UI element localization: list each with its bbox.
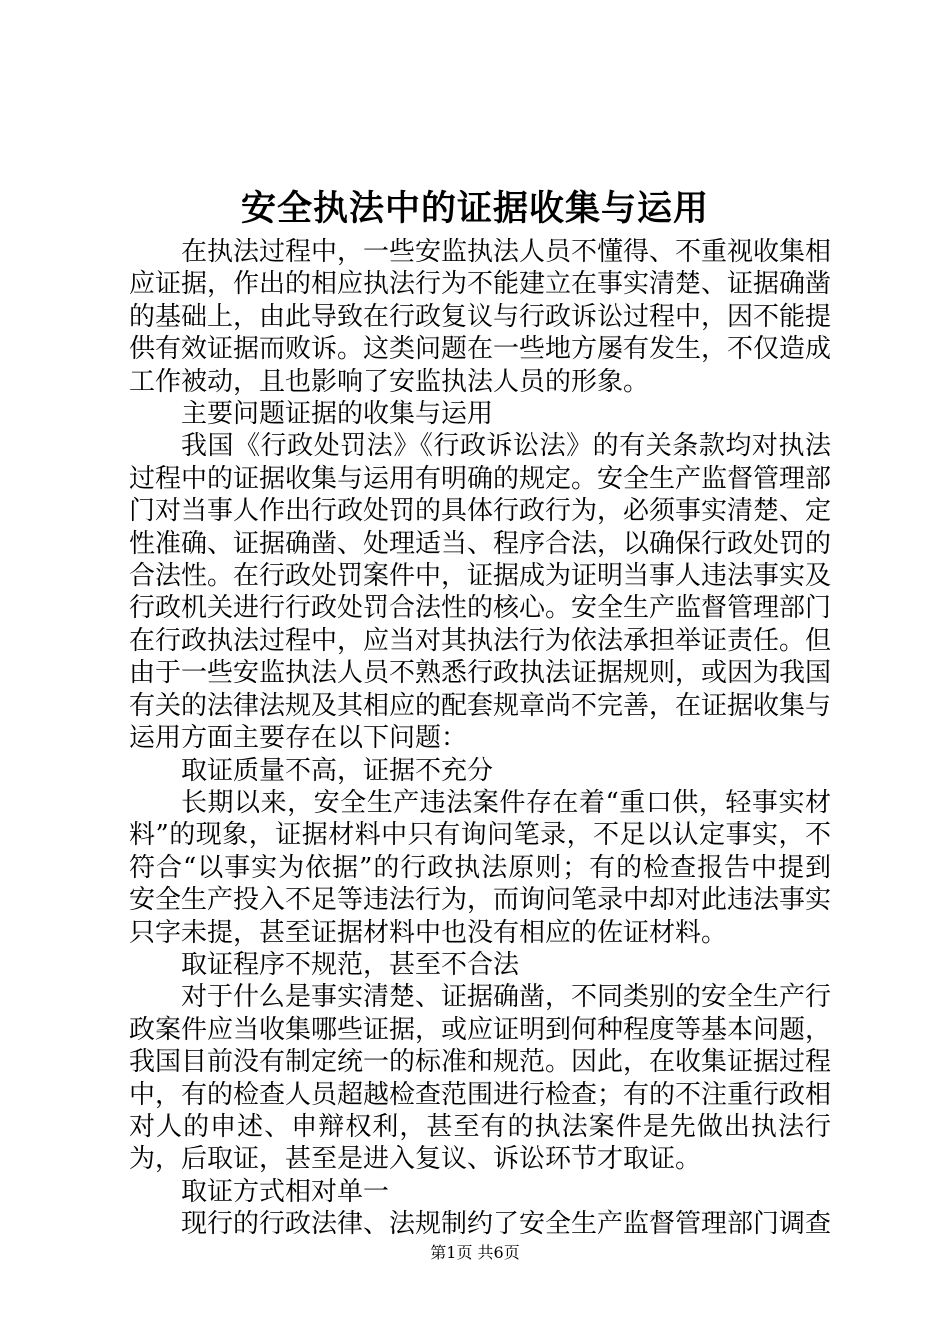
paragraph-legal-basis: 我国《行政处罚法》《行政诉讼法》的有关条款均对执法过程中的证据收集与运用有明确的规定。安全生产监督管理部门对当事人作出行政处罚的具体行政行为，必须事实清楚、定性准确、证据确凿、处理适当、程序合法，以确保行政处罚的合法性。在行政处罚案件中，证据成为证明当事人违法事实及行政机关进行行政处罚合法性的核心。安全生产监督管理部门在行政执法过程中，应当对其执法行为依法承担举证责任。但由于一些安监执法人员不熟悉行政执法证据规则，或因为我国有关的法律法规及其相应的配套规章尚不完善，在证据收集与运用方面主要存在以下问题： bbox=[129, 431, 832, 754]
subsection-heading: 取证程序不规范，甚至不合法 bbox=[181, 949, 520, 980]
section-heading: 主要问题证据的收集与运用 bbox=[181, 399, 494, 430]
page-number-footer: 第1页 共6页 bbox=[430, 1243, 520, 1262]
document-title: 安全执法中的证据收集与运用 bbox=[240, 188, 709, 229]
paragraph-methods: 现行的行政法律、法规制约了安全生产监督管理部门调查 bbox=[181, 1209, 832, 1240]
subsection-heading: 取证方式相对单一 bbox=[181, 1176, 390, 1207]
paragraph-procedure: 对于什么是事实清楚、证据确凿，不同类别的安全生产行政案件应当收集哪些证据，或应证明到何种程度等基本问题，我国目前没有制定统一的标准和规范。因此，在收集证据过程中，有的检查人员超越检查范围进行检查；有的不注重行政相对人的申述、申辩权利，甚至有的执法案件是先做出执法行为，后取证，甚至是进入复议、诉讼环节才取证。 bbox=[129, 982, 832, 1175]
paragraph-intro: 在执法过程中，一些安监执法人员不懂得、不重视收集相应证据，作出的相应执法行为不能建立在事实清楚、证据确凿的基础上，由此导致在行政复议与行政诉讼过程中，因不能提供有效证据而败诉。这类问题在一些地方屡有发生，不仅造成工作被动，且也影响了安监执法人员的形象。 bbox=[129, 237, 832, 397]
document-body bbox=[129, 236, 831, 1241]
paragraph-evidence-quality: 长期以来，安全生产违法案件存在着“重口供，轻事实材料”的现象，证据材料中只有询问笔录，不足以认定事实，不符合“以事实为依据”的行政执法原则；有的检查报告中提到安全生产投入不足等违法行为，而询问笔录中却对此违法事实只字未提，甚至证据材料中也没有相应的佐证材料。 bbox=[129, 787, 832, 948]
subsection-heading: 取证质量不高，证据不充分 bbox=[181, 755, 494, 786]
